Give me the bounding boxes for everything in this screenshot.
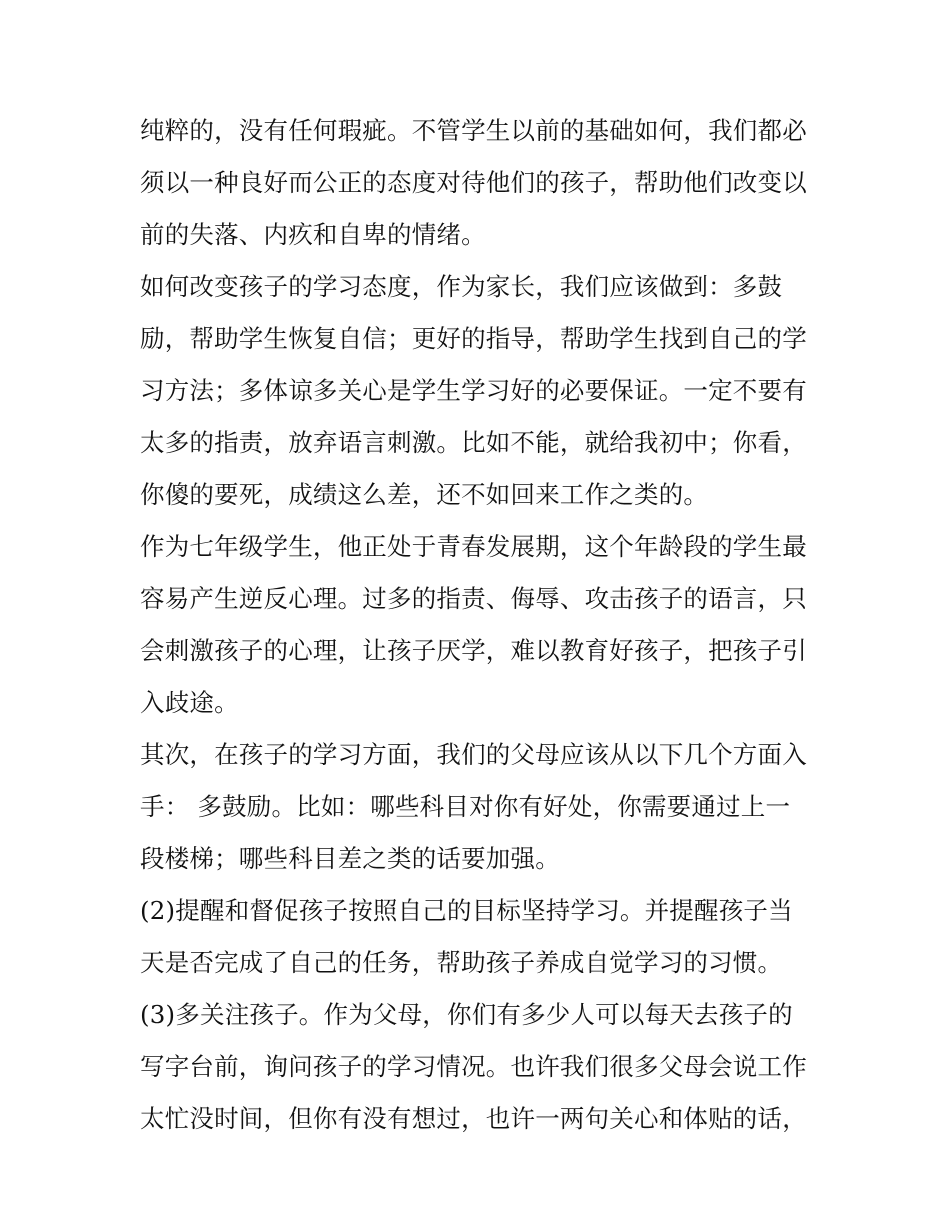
text-line: 励，帮助学生恢复自信；更好的指导，帮助学生找到自己的学 — [140, 324, 807, 353]
text-line: 其次，在孩子的学习方面，我们的父母应该从以下几个方面入 — [140, 740, 807, 769]
document-body — [140, 105, 820, 1145]
text-line: 天是否完成了自己的任务，帮助孩子养成自觉学习的习惯。 — [140, 948, 783, 977]
text-line: 前的失落、内疚和自卑的情绪。 — [140, 220, 486, 249]
text-line: 会刺激孩子的心理，让孩子厌学，难以教育好孩子，把孩子引 — [140, 636, 807, 665]
text-line: 你傻的要死，成绩这么差，还不如回来工作之类的。 — [140, 480, 709, 509]
text-line: 须以一种良好而公正的态度对待他们的孩子，帮助他们改变以 — [140, 168, 807, 197]
text-line: (2)提醒和督促孩子按照自己的目标坚持学习。并提醒孩子当 — [140, 896, 793, 925]
text-line: 手： 多鼓励。比如：哪些科目对你有好处，你需要通过上一 — [140, 792, 791, 821]
text-line: 段楼梯；哪些科目差之类的话要加强。 — [140, 844, 560, 873]
text-line: 习方法；多体谅多关心是学生学习好的必要保证。一定不要有 — [140, 376, 807, 405]
text-line: (3)多关注孩子。作为父母，你们有多少人可以每天去孩子的 — [140, 1000, 793, 1029]
text-line: 作为七年级学生，他正处于青春发展期，这个年龄段的学生最 — [140, 532, 807, 561]
text-line: 入歧途。 — [140, 688, 239, 717]
text-line: 太多的指责，放弃语言刺激。比如不能，就给我初中；你看， — [140, 428, 807, 457]
text-line: 写字台前，询问孩子的学习情况。也许我们很多父母会说工作 — [140, 1052, 807, 1081]
text-line: 太忙没时间，但你有没有想过，也许一两句关心和体贴的话， — [140, 1104, 807, 1133]
text-line: 纯粹的，没有任何瑕疵。不管学生以前的基础如何，我们都必 — [140, 116, 807, 145]
text-line: 如何改变孩子的学习态度，作为家长，我们应该做到：多鼓 — [140, 272, 783, 301]
text-line: 容易产生逆反心理。过多的指责、侮辱、攻击孩子的语言，只 — [140, 584, 807, 613]
